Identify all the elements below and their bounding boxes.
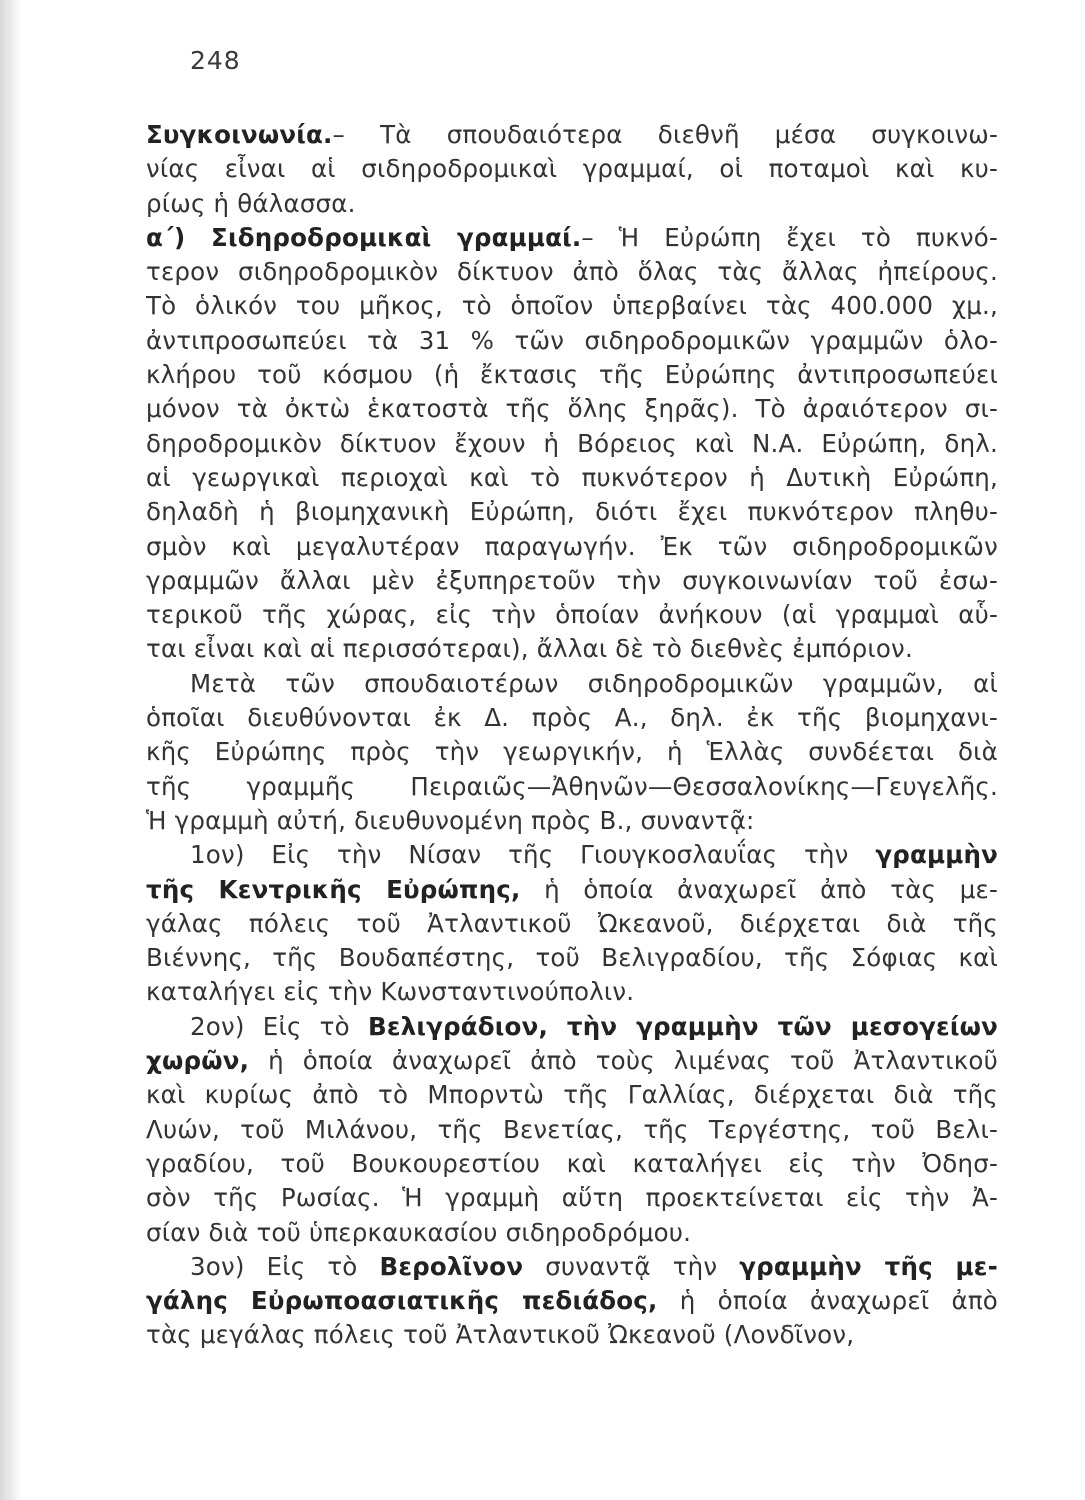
- text-line: [146, 1181, 998, 1215]
- text-line: [146, 1078, 998, 1112]
- text-run: σὸν τῆς Ρωσίας. Ἡ γραμμὴ αὕτη προεκτείνεται εἰς τὴν Ἀ-: [146, 1183, 998, 1213]
- text-run: συναντᾷ τὴν: [523, 1251, 740, 1281]
- text-run: Λυών, τοῦ Μιλάνου, τῆς Βενετίας, τῆς Τεργέστης, τοῦ Βελι-: [146, 1114, 998, 1144]
- bold-run: Βελιγράδιον, τὴν γραμμὴν τῶν μεσογείων: [367, 1011, 998, 1041]
- text-line: [146, 221, 998, 255]
- text-line: [146, 1284, 998, 1318]
- text-run: ται εἶναι καὶ αἱ περισσότεραι), ἄλλαι δὲ τὸ διεθνὲς ἐμπόριον.: [146, 634, 913, 664]
- body-text: [146, 118, 998, 1353]
- text-line: [146, 152, 998, 186]
- bold-run: χωρῶν,: [146, 1046, 250, 1076]
- text-line: [146, 632, 998, 666]
- bold-run: Βερολῖνον: [379, 1251, 524, 1281]
- text-line: [146, 907, 998, 941]
- text-line: [146, 667, 998, 701]
- paragraph: [146, 118, 998, 221]
- page-number: 248: [190, 46, 241, 75]
- paragraph: [146, 1250, 998, 1353]
- text-run: 2ον) Εἰς τὸ: [190, 1011, 368, 1041]
- text-line: [146, 358, 998, 392]
- text-line: [146, 495, 998, 529]
- bold-run: γραμμὴν τῆς με-: [739, 1251, 998, 1281]
- text-run: κλήρου τοῦ κόσμου (ἡ ἔκτασις τῆς Εὐρώπης ἀντιπροσωπεύει: [146, 360, 998, 390]
- text-run: γραδίου, τοῦ Βουκουρεστίου καὶ καταλήγει εἰς τὴν Ὀδησ-: [146, 1148, 998, 1178]
- text-run: – Ἡ Εὐρώπη ἔχει τὸ πυκνό-: [581, 222, 998, 252]
- bold-run: α΄) Σιδηροδρομικαὶ γραμμαί.: [146, 222, 582, 252]
- text-run: γάλας πόλεις τοῦ Ἀτλαντικοῦ Ὠκεανοῦ, διέρχεται διὰ τῆς: [146, 908, 998, 938]
- text-run: Τὸ ὁλικόν του μῆκος, τὸ ὁποῖον ὑπερβαίνει τὰς 400.000 χμ.,: [146, 291, 998, 321]
- bold-run: γάλης Εὐρωποασιατικῆς πεδιάδος,: [146, 1286, 658, 1316]
- text-line: [146, 530, 998, 564]
- text-line: [146, 1147, 998, 1181]
- text-line: [146, 975, 998, 1009]
- text-line: [146, 1250, 998, 1284]
- text-run: δηροδρομικὸν δίκτυον ἔχουν ἡ Βόρειος καὶ Ν.Α. Εὐρώπη, δηλ.: [146, 428, 998, 458]
- text-line: [146, 461, 998, 495]
- text-line: [146, 735, 998, 769]
- text-run: νίας εἶναι αἱ σιδηροδρομικαὶ γραμμαί, οἱ ποταμοὶ καὶ κυ-: [146, 154, 998, 184]
- text-run: τῆς γραμμῆς Πειραιῶς—Ἀθηνῶν—Θεσσαλονίκης—Γευγελῆς.: [146, 771, 998, 801]
- text-line: [146, 873, 998, 907]
- text-line: [146, 941, 998, 975]
- text-run: μόνον τὰ ὀκτὼ ἑκατοστὰ τῆς ὅλης ξηρᾶς). Τὸ ἀραιότερον σι-: [146, 394, 998, 424]
- text-run: γραμμῶν ἄλλαι μὲν ἐξυπηρετοῦν τὴν συγκοινωνίαν τοῦ ἐσω-: [146, 565, 998, 595]
- text-run: ἡ ὁποία ἀναχωρεῖ ἀπὸ τοὺς λιμένας τοῦ Ἀτλαντικοῦ: [249, 1046, 998, 1076]
- text-line: [146, 838, 998, 872]
- text-run: τερον σιδηροδρομικὸν δίκτυον ἀπὸ ὅλας τὰς ἄλλας ἠπείρους.: [146, 257, 998, 287]
- text-line: [146, 598, 998, 632]
- text-run: Ἡ γραμμὴ αὐτή, διευθυνομένη πρὸς Β., συναντᾷ:: [146, 805, 755, 835]
- text-line: [146, 427, 998, 461]
- paragraph: [146, 667, 998, 838]
- text-run: ἡ ὁποία ἀναχωρεῖ ἀπὸ τὰς με-: [520, 874, 998, 904]
- text-line: [146, 289, 998, 323]
- text-line: [146, 564, 998, 598]
- bold-run: τῆς Κεντρικῆς Εὐρώπης,: [146, 874, 521, 904]
- text-run: ὁποῖαι διευθύνονται ἐκ Δ. πρὸς Α., δηλ. ἐκ τῆς βιομηχανι-: [146, 703, 998, 733]
- text-line: [146, 804, 998, 838]
- text-run: Βιέννης, τῆς Βουδαπέστης, τοῦ Βελιγραδίου, τῆς Σόφιας καὶ: [146, 943, 998, 973]
- paragraph: [146, 221, 998, 667]
- text-run: 3ον) Εἰς τὸ: [190, 1251, 380, 1281]
- text-line: [146, 1044, 998, 1078]
- text-line: [146, 1010, 998, 1044]
- text-line: [146, 392, 998, 426]
- text-line: [146, 324, 998, 358]
- text-run: ἀντιπροσωπεύει τὰ 31 % τῶν σιδηροδρομικῶν γραμμῶν ὁλο-: [146, 325, 998, 355]
- text-line: [146, 701, 998, 735]
- text-run: τὰς μεγάλας πόλεις τοῦ Ἀτλαντικοῦ Ὠκεανοῦ (Λονδῖνον,: [146, 1320, 855, 1350]
- bold-run: γραμμὴν: [875, 840, 998, 870]
- text-run: καταλήγει εἰς τὴν Κωνσταντινούπολιν.: [146, 977, 635, 1007]
- text-run: ἡ ὁποία ἀναχωρεῖ ἀπὸ: [657, 1286, 998, 1316]
- bold-run: Συγκοινωνία.: [146, 120, 333, 149]
- text-line: [146, 1318, 998, 1352]
- text-run: Μετὰ τῶν σπουδαιοτέρων σιδηροδρομικῶν γραμμῶν, αἱ: [190, 668, 998, 698]
- text-run: σίαν διὰ τοῦ ὑπερκαυκασίου σιδηροδρόμου.: [146, 1217, 692, 1247]
- text-run: – Τὰ σπουδαιότερα διεθνῆ μέσα συγκοινω-: [332, 120, 998, 149]
- text-run: καὶ κυρίως ἀπὸ τὸ Μπορντὼ τῆς Γαλλίας, διέρχεται διὰ τῆς: [146, 1080, 998, 1110]
- text-line: [146, 118, 998, 152]
- text-line: [146, 1216, 998, 1250]
- text-line: [146, 187, 998, 221]
- text-line: [146, 770, 998, 804]
- text-run: κῆς Εὐρώπης πρὸς τὴν γεωργικήν, ἡ Ἑλλὰς συνδέεται διὰ: [146, 737, 998, 767]
- text-run: αἱ γεωργικαὶ περιοχαὶ καὶ τὸ πυκνότερον ἡ Δυτικὴ Εὐρώπη,: [146, 462, 998, 492]
- text-line: [146, 1113, 998, 1147]
- text-run: ρίως ἡ θάλασσα.: [146, 188, 356, 218]
- text-run: σμὸν καὶ μεγαλυτέραν παραγωγήν. Ἐκ τῶν σιδηροδρομικῶν: [146, 531, 998, 561]
- text-run: δηλαδὴ ἡ βιομηχανικὴ Εὐρώπη, διότι ἔχει πυκνότερον πληθυ-: [146, 497, 998, 527]
- text-run: τερικοῦ τῆς χώρας, εἰς τὴν ὁποίαν ἀνήκουν (αἱ γραμμαὶ αὗ-: [146, 600, 998, 630]
- text-line: [146, 255, 998, 289]
- paragraph: [146, 1010, 998, 1250]
- text-run: 1ον) Εἰς τὴν Νίσαν τῆς Γιουγκοσλαυΐας τὴν: [190, 840, 876, 870]
- paragraph: [146, 838, 998, 1009]
